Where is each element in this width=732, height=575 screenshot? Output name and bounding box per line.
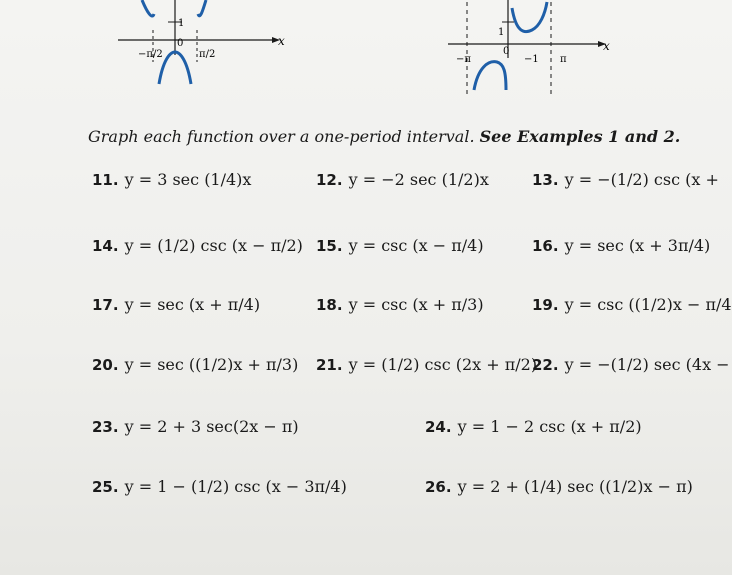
right-x-label: x (603, 39, 610, 53)
problem-number: 17. (92, 295, 119, 314)
right-origin: 0 (503, 46, 510, 57)
problem-20 (92, 355, 298, 374)
problem-number: 12. (316, 170, 343, 189)
left-x-label: x (278, 34, 285, 48)
example-graphs (0, 0, 700, 120)
problem-number: 13. (532, 170, 559, 189)
problem-18 (316, 295, 484, 314)
problem-number: 23. (92, 417, 119, 436)
problem-equation: y = (1/2) csc (x − π/2) (124, 236, 303, 255)
problem-number: 16. (532, 236, 559, 255)
right-y-tick-neg: −1 (524, 54, 539, 65)
problem-equation: y = −(1/2) sec (4x − (564, 355, 730, 374)
problem-11 (92, 170, 251, 189)
problem-number: 21. (316, 355, 343, 374)
problem-number: 20. (92, 355, 119, 374)
problem-equation: y = (1/2) csc (2x + π/2) (348, 355, 538, 374)
problem-17 (92, 295, 260, 314)
problem-equation: y = 1 − 2 csc (x + π/2) (457, 417, 642, 436)
problem-number: 18. (316, 295, 343, 314)
problem-25 (92, 477, 347, 496)
right-x-tick-left: −π (456, 54, 471, 65)
problem-14 (92, 236, 303, 255)
problem-number: 14. (92, 236, 119, 255)
problem-list (0, 150, 732, 575)
instruction-text: Graph each function over a one-period interval. (88, 127, 475, 146)
problem-equation: y = −(1/2) csc (x + (564, 170, 719, 189)
left-graph (118, 0, 285, 84)
problem-number: 11. (92, 170, 119, 189)
problem-equation: y = 2 + (1/4) sec ((1/2)x − π) (457, 477, 693, 496)
problem-number: 15. (316, 236, 343, 255)
problem-equation: y = 1 − (1/2) csc (x − 3π/4) (124, 477, 347, 496)
problem-equation: y = csc (x − π/4) (348, 236, 484, 255)
problem-equation: y = 2 + 3 sec(2x − π) (124, 417, 299, 436)
problem-26 (425, 477, 693, 496)
problem-number: 25. (92, 477, 119, 496)
problem-number: 22. (532, 355, 559, 374)
left-origin: 0 (177, 38, 184, 49)
left-y-tick: 1 (178, 18, 185, 29)
problem-13 (532, 170, 719, 189)
problem-number: 19. (532, 295, 559, 314)
right-y-tick: 1 (498, 27, 505, 38)
problem-24 (425, 417, 642, 436)
problem-equation: y = csc (x + π/3) (348, 295, 484, 314)
problem-equation: y = csc ((1/2)x − π/4 (564, 295, 732, 314)
problem-12 (316, 170, 489, 189)
problem-23 (92, 417, 299, 436)
problem-equation: y = 3 sec (1/4)x (124, 170, 252, 189)
problem-equation: y = sec (x + 3π/4) (564, 236, 711, 255)
right-graph (448, 0, 610, 95)
problem-number: 24. (425, 417, 452, 436)
left-x-tick-right: π/2 (199, 49, 216, 60)
problem-number: 26. (425, 477, 452, 496)
problem-equation: y = sec ((1/2)x + π/3) (124, 355, 299, 374)
problem-equation: y = −2 sec (1/2)x (348, 170, 489, 189)
problem-16 (532, 236, 710, 255)
left-x-tick-left: −π/2 (138, 49, 163, 60)
problem-15 (316, 236, 484, 255)
problem-21 (316, 355, 537, 374)
problem-22 (532, 355, 730, 374)
instruction-reference: See Examples 1 and 2. (479, 127, 681, 146)
problem-19 (532, 295, 732, 314)
right-x-tick-right: π (560, 54, 567, 65)
problem-equation: y = sec (x + π/4) (124, 295, 261, 314)
instruction (88, 127, 680, 146)
